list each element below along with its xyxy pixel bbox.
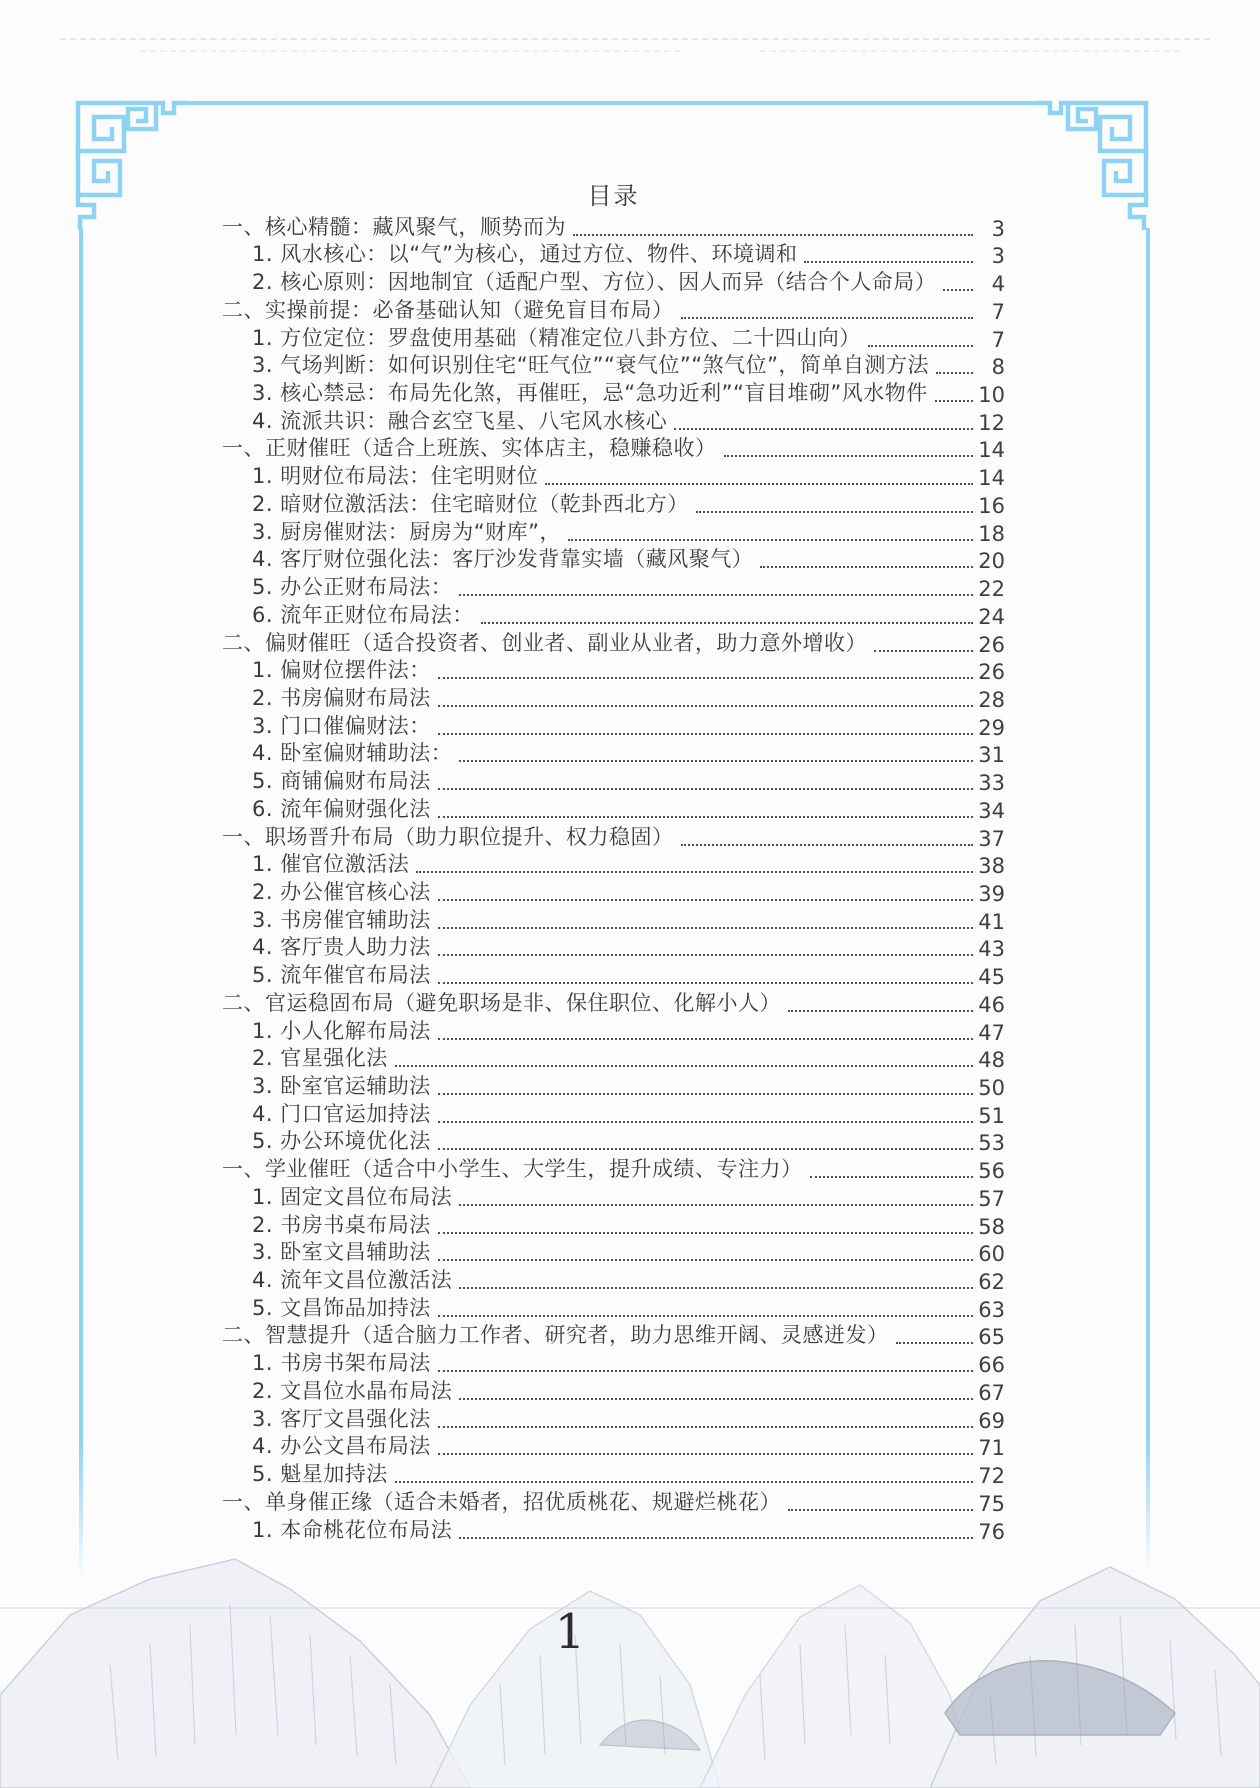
toc-dot-leader [395,1481,973,1483]
toc-entry [222,1211,1005,1239]
toc-entry-page: 28 [978,687,1005,712]
toc-dot-leader [438,1232,973,1234]
toc-entry [222,989,1005,1017]
toc-entry-page: 72 [978,1464,1005,1489]
toc-dot-leader [696,511,973,513]
toc-entry [222,1100,1005,1128]
toc-entry-label: 2. 书房偏财布局法 [252,685,431,710]
toc-dot-leader [788,1010,973,1012]
toc-entry-page: 45 [978,965,1005,990]
toc-dot-leader [395,1065,973,1067]
toc-entry [222,1155,1005,1183]
toc-entry-label: 二、偏财催旺（适合投资者、创业者、副业从业者，助力意外增收） [222,630,867,655]
toc-entry [222,379,1005,407]
toc-dot-leader [681,844,974,846]
toc-entry [222,629,1005,657]
toc-entry [222,1516,1005,1544]
toc-dot-leader [459,1537,973,1539]
toc-entry [222,1017,1005,1045]
toc-entry-page: 57 [978,1186,1005,1211]
toc-dot-leader [438,733,973,735]
toc-entry-label: 1. 方位定位：罗盘使用基础（精准定位八卦方位、二十四山向） [252,325,861,350]
toc-entry-page: 4 [991,272,1005,297]
toc-entry-page: 7 [991,299,1005,324]
toc-entry [222,241,1005,269]
toc-entry [222,435,1005,463]
toc-dot-leader [438,1038,973,1040]
toc-entry-label: 1. 偏财位摆件法： [252,658,431,683]
toc-dot-leader [438,1148,973,1150]
toc-dot-leader [438,1315,973,1317]
frame-border-right [1146,228,1150,1570]
toc-dot-leader [788,1509,973,1511]
toc-dot-leader [438,816,973,818]
toc-entry-page: 24 [978,604,1005,629]
toc-entry [222,462,1005,490]
toc-entry [222,324,1005,352]
toc-entry-page: 20 [978,549,1005,574]
toc-dot-leader [416,871,973,873]
toc-entry-label: 3. 卧室官运辅助法 [252,1074,431,1098]
toc-dot-leader [724,455,974,457]
toc-dot-leader [438,899,973,901]
toc-entry-page: 63 [978,1297,1005,1322]
toc-entry-label: 2. 核心原则：因地制宜（适配户型、方位）、因人而异（结合个人命局） [252,270,937,295]
toc-entry [222,878,1005,906]
toc-entry [222,1488,1005,1516]
toc-entry-page: 8 [991,355,1005,380]
toc-dot-leader [438,1370,973,1372]
toc-entry-page: 67 [978,1380,1005,1405]
toc-dot-leader [459,1287,973,1289]
toc-entry-label: 1. 固定文昌位布局法 [252,1184,453,1209]
toc-dot-leader [438,1426,973,1428]
toc-dot-leader [674,428,973,430]
toc-entry-page: 53 [978,1131,1005,1156]
toc-dot-leader [573,234,973,236]
toc-entry-label: 一、正财催旺（适合上班族、实体店主，稳赚稳收） [222,436,717,461]
toc-dot-leader [936,372,973,374]
toc-dot-leader [438,1453,973,1455]
toc-entry-page: 26 [978,660,1005,685]
toc-entry-label: 6. 流年正财位布局法： [252,602,474,627]
toc-entry-page: 51 [978,1103,1005,1128]
toc-entry-label: 3. 书房催官辅助法 [252,907,431,932]
toc-dot-leader [760,566,973,568]
toc-entry-page: 65 [978,1325,1005,1350]
toc-entry [222,961,1005,989]
toc-entry-label: 4. 办公文昌布局法 [252,1434,431,1459]
toc-entry-label: 二、实操前提：必备基础认知（避免盲目布局） [222,297,674,322]
toc-dot-leader [438,1259,973,1261]
toc-entry-label: 6. 流年偏财强化法 [252,796,431,821]
toc-entry-label: 5. 办公正财布局法： [252,575,453,600]
toc-entry [222,684,1005,712]
toc-entry-label: 1. 小人化解布局法 [252,1018,431,1043]
toc-entry-label: 一、单身催正缘（适合未婚者，招优质桃花、规避烂桃花） [222,1489,781,1514]
scan-noise-line [140,50,680,52]
toc-entry-page: 62 [978,1270,1005,1295]
toc-entry-label: 1. 书房书架布局法 [252,1351,431,1376]
toc-entry-label: 5. 魁星加持法 [252,1462,388,1487]
toc-entry-label: 一、学业催旺（适合中小学生、大学生，提升成绩、专注力） [222,1157,803,1182]
toc-entry [222,1266,1005,1294]
toc-entry [222,1239,1005,1267]
toc-entry-label: 二、智慧提升（适合脑力工作者、研究者，助力思维开阔、灵感迸发） [222,1323,889,1348]
toc-entry-page: 37 [978,826,1005,851]
toc-entry [222,1322,1005,1350]
toc-dot-leader [810,1176,974,1178]
toc-entry-page: 29 [978,715,1005,740]
toc-entry-label: 4. 流年文昌位激活法 [252,1268,453,1293]
toc-entry-page: 58 [978,1214,1005,1239]
toc-entry [222,296,1005,324]
toc-entry-label: 2. 官星强化法 [252,1046,388,1071]
toc-entry-label: 一、核心精髓：藏风聚气，顺势而为 [222,214,566,239]
toc-entry [222,657,1005,685]
toc-entry [222,1405,1005,1433]
toc-entry [222,906,1005,934]
toc-entry [222,1377,1005,1405]
toc-entry-label: 一、职场晋升布局（助力职位提升、权力稳固） [222,824,674,849]
toc-entry-page: 60 [978,1242,1005,1267]
toc-entry-page: 22 [978,577,1005,602]
toc-dot-leader [459,1398,973,1400]
toc-entry-page: 56 [978,1159,1005,1184]
toc-entry-page: 48 [978,1048,1005,1073]
toc-entry-label: 4. 卧室偏财辅助法： [252,741,453,766]
toc-entry-label: 2. 暗财位激活法：住宅暗财位（乾卦西北方） [252,491,689,516]
toc-entry [222,1433,1005,1461]
toc-entry-page: 3 [991,216,1005,241]
toc-entry [222,712,1005,740]
toc-entry-label: 二、官运稳固布局（避免职场是非、保住职位、化解小人） [222,990,781,1015]
toc-dot-leader [804,261,973,263]
toc-entry-label: 1. 风水核心：以“气”为核心，通过方位、物件、环境调和 [252,242,798,267]
toc-entry [222,1349,1005,1377]
toc-entry-page: 43 [978,937,1005,962]
toc-dot-leader [481,622,973,624]
toc-entry-page: 46 [978,992,1005,1017]
toc-entry-page: 50 [978,1076,1005,1100]
toc-entry-label: 3. 客厅文昌强化法 [252,1406,431,1431]
toc-entry [222,767,1005,795]
toc-entry-page: 14 [978,438,1005,463]
scan-noise-line [60,38,1210,40]
toc-entry-label: 3. 核心禁忌：布局先化煞，再催旺，忌“急功近利”“盲目堆砌”风水物件 [252,381,928,406]
toc-entry [222,851,1005,879]
page-title: 目录 [587,182,640,210]
toc-dot-leader [545,483,973,485]
toc-entry-label: 1. 明财位布局法：住宅明财位 [252,464,539,489]
toc-dot-leader [438,927,973,929]
frame-corner-ornament-top-left [68,95,188,230]
toc-entry [222,268,1005,296]
toc-entry-page: 39 [978,881,1005,906]
toc-entry-page: 33 [978,771,1005,796]
toc-entry-label: 2. 书房书桌布局法 [252,1212,431,1237]
toc-entry-label: 5. 商铺偏财布局法 [252,769,431,794]
toc-entry-page: 34 [978,798,1005,823]
toc-dot-leader [874,650,973,652]
toc-entry-label: 1. 本命桃花位布局法 [252,1517,453,1542]
toc-entry [222,1183,1005,1211]
toc-dot-leader [438,1121,973,1123]
toc-entry-label: 3. 厨房催财法：厨房为“财库”， [252,519,561,544]
toc-dot-leader [459,760,973,762]
toc-dot-leader [438,677,973,679]
toc-dot-leader [896,1342,974,1344]
toc-entry [222,407,1005,435]
toc-entry-label: 4. 客厅财位强化法：客厅沙发背靠实墙（藏风聚气） [252,547,754,572]
frame-border-top [184,101,1040,105]
toc-entry [222,1294,1005,1322]
toc-entry-label: 2. 办公催官核心法 [252,879,431,904]
toc-dot-leader [681,317,974,319]
toc-entry [222,1045,1005,1073]
toc-dot-leader [459,594,973,596]
toc-dot-leader [459,1204,973,1206]
toc-entry [222,601,1005,629]
toc-entry [222,352,1005,380]
toc-entry-page: 26 [978,632,1005,657]
toc-entry-label: 4. 流派共识：融合玄空飞星、八宅风水核心 [252,408,668,433]
toc-entry-page: 41 [978,909,1005,934]
mountain-illustration [0,1545,1260,1788]
toc-entry [222,823,1005,851]
toc-entry-label: 2. 文昌位水晶布局法 [252,1378,453,1403]
toc-dot-leader [438,1093,973,1095]
toc-entry-label: 1. 催官位激活法 [252,852,410,877]
toc-entry-page: 16 [978,493,1005,518]
toc-entry-page: 10 [978,383,1005,408]
toc-dot-leader [943,289,973,291]
toc-entry [222,213,1005,241]
page-number: 1 [554,1604,586,1660]
toc-entry-label: 3. 门口催偏财法： [252,713,431,738]
toc-entry-page: 47 [978,1020,1005,1045]
toc-dot-leader [935,400,973,402]
frame-corner-ornament-top-right [1036,95,1156,230]
toc-entry [222,795,1005,823]
toc-entry-page: 71 [978,1436,1005,1461]
toc-entry-page: 7 [991,327,1005,352]
table-of-contents [222,213,1005,1544]
toc-entry-label: 4. 客厅贵人助力法 [252,935,431,960]
toc-entry [222,740,1005,768]
toc-entry [222,1128,1005,1156]
toc-entry-label: 3. 卧室文昌辅助法 [252,1240,431,1265]
toc-entry-page: 76 [978,1519,1005,1544]
toc-dot-leader [568,539,973,541]
toc-entry-page: 66 [978,1353,1005,1378]
toc-dot-leader [438,788,973,790]
toc-entry [222,1460,1005,1488]
toc-entry-page: 14 [978,466,1005,491]
toc-entry-label: 3. 气场判断：如何识别住宅“旺气位”“衰气位”“煞气位”，简单自测方法 [252,353,929,378]
toc-entry [222,1072,1005,1100]
toc-entry [222,490,1005,518]
toc-entry [222,573,1005,601]
toc-entry-page: 69 [978,1408,1005,1433]
scan-noise-line [760,50,1180,52]
toc-dot-leader [868,345,973,347]
toc-entry-label: 4. 门口官运加持法 [252,1101,431,1126]
toc-entry-page: 3 [991,244,1005,269]
toc-entry-label: 5. 办公环境优化法 [252,1129,431,1154]
frame-border-left [79,228,83,1580]
toc-entry [222,934,1005,962]
toc-entry-page: 12 [978,410,1005,435]
toc-entry-page: 75 [978,1491,1005,1516]
toc-entry [222,518,1005,546]
toc-dot-leader [438,954,973,956]
toc-entry-label: 5. 流年催官布局法 [252,963,431,988]
toc-entry-page: 18 [978,521,1005,546]
toc-entry-label: 5. 文昌饰品加持法 [252,1295,431,1320]
toc-entry-page: 38 [978,854,1005,879]
toc-dot-leader [438,705,973,707]
toc-entry [222,546,1005,574]
toc-dot-leader [438,982,973,984]
toc-entry-page: 31 [978,743,1005,768]
